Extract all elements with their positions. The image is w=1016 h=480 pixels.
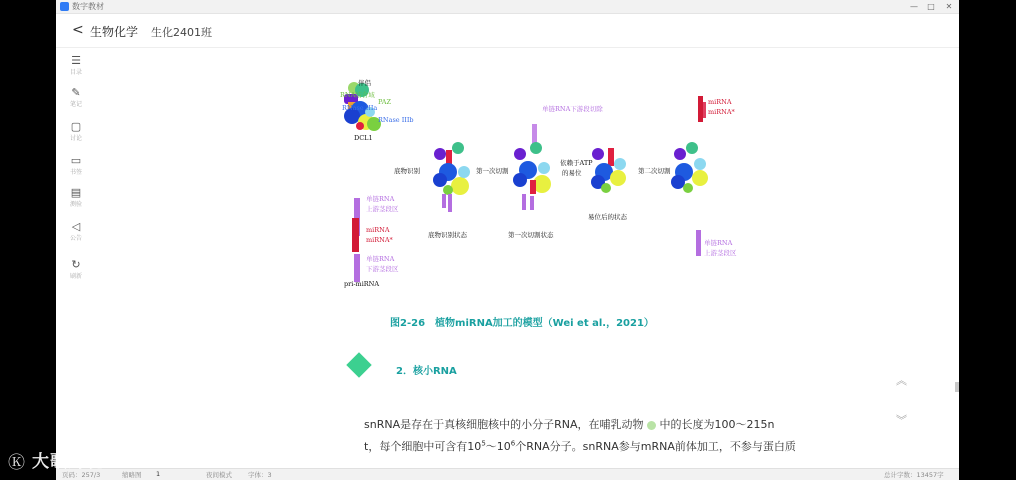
label-rnase-iiib: RNase IIIb [378, 116, 414, 124]
top-nav [56, 14, 959, 48]
label-state-after-translocation: 易位后的状态 [588, 213, 627, 221]
paragraph-line-2 [364, 438, 796, 454]
complex-second-cut [671, 142, 708, 193]
complex-translocated [591, 148, 626, 193]
label-atp-dependent: 依赖于ATP [560, 159, 593, 167]
subject-title: 生物化学 [90, 25, 139, 39]
paragraph-text: 中的长度为100～215n [659, 418, 775, 431]
back-button[interactable]: < [72, 22, 84, 38]
label-substrate-recognition: 底物识别 [394, 167, 420, 175]
complex-recognized [433, 142, 470, 212]
class-name[interactable]: 生化2401班 [151, 26, 212, 39]
sidebar-label: 书签 [69, 169, 82, 176]
superscript: 6 [510, 439, 516, 448]
mirna-duplex-top [698, 96, 706, 122]
paragraph-text: ～10 [485, 440, 511, 453]
label-state-recognized: 底物识别状态 [428, 231, 467, 239]
sidebar-item-refresh[interactable] [60, 258, 92, 280]
label-lower-ss: 单链RNA [366, 255, 395, 263]
label-right-single: 单链RNA [704, 239, 733, 247]
label-pri-mirna-star: miRNA* [366, 236, 393, 244]
label-upper-ss2: 上游茎段区 [366, 205, 399, 213]
refresh-icon: ↻ [71, 258, 81, 271]
label-right-single2: 上游茎段区 [704, 249, 737, 257]
sidebar-item-bookmarks[interactable] [60, 154, 92, 176]
app-window [56, 0, 959, 480]
sidebar [56, 48, 96, 468]
figure-illustration [336, 68, 806, 298]
scroll-up-button[interactable]: ︽ [896, 374, 907, 387]
title-bar [56, 0, 959, 14]
pencil-icon: ✎ [71, 86, 81, 99]
paragraph-text: 个RNA分子。snRNA参与mRNA前体加工，不参与蛋白质 [515, 440, 796, 453]
watermark-text: 大歌跨境 [32, 452, 104, 472]
megaphone-icon: ◁ [71, 220, 81, 233]
label-upper-ss: 单链RNA [366, 195, 395, 203]
word-count: 总计字数：13457字 [884, 471, 944, 479]
label-single-strand-top: 单链RNA下游段切除 [542, 105, 603, 113]
complex-cut [513, 124, 551, 210]
chat-icon: ▢ [70, 120, 82, 133]
maximize-button[interactable]: □ [927, 2, 935, 11]
label-pri-mirna: miRNA [366, 226, 390, 234]
label-partner: 伴侣 [358, 79, 371, 87]
label-paz: PAZ [378, 98, 391, 106]
pri-mirna [352, 198, 360, 282]
label-second-cut: 第二次切割 [638, 167, 671, 175]
page-indicator: 页码：257/3 [62, 471, 101, 479]
label-state-cut: 第一次切割状态 [508, 231, 554, 239]
label-translocation: 的易位 [562, 169, 582, 177]
sidebar-label: 讨论 [69, 135, 82, 142]
label-pri: pri-miRNA [344, 280, 380, 288]
sidebar-label: 目录 [69, 69, 82, 76]
watermark-logo-icon: Ⓚ [8, 453, 25, 473]
zoom-value[interactable]: 1 [156, 470, 161, 478]
paragraph-text: t，每个细胞中可含有10 [364, 440, 482, 453]
sidebar-item-notes[interactable] [60, 86, 92, 108]
label-rnase-iiia: RNase IIIa [342, 104, 378, 112]
right-single-strand [696, 230, 701, 256]
book-icon: ▭ [70, 154, 82, 167]
label-dcl1: DCL1 [354, 134, 373, 142]
mirna-processing-figure [336, 68, 806, 298]
label-mirna-top: miRNA [708, 98, 732, 106]
sidebar-label: 公告 [69, 235, 82, 242]
sidebar-label: 笔记 [69, 101, 82, 108]
sidebar-item-announcements[interactable] [60, 220, 92, 242]
label-lower-ss2: 下游茎段区 [366, 265, 399, 273]
scrollbar-thumb[interactable] [955, 382, 959, 392]
paragraph-line-1 [364, 416, 774, 432]
sidebar-item-toc[interactable] [60, 54, 92, 76]
sidebar-label: 测验 [69, 201, 82, 208]
superscript: 5 [481, 439, 486, 448]
app-title: 数字教材 [72, 2, 104, 11]
reader-content[interactable] [96, 48, 936, 468]
sidebar-label: 刷新 [69, 273, 82, 280]
annotation-dot-icon[interactable] [647, 421, 656, 430]
list-icon: ☰ [71, 54, 81, 67]
close-button[interactable]: ✕ [945, 2, 953, 11]
section-title: 2．核小RNA [396, 366, 457, 377]
figure-caption: 图2-26 植物miRNA加工的模型（Wei et al.，2021） [390, 318, 654, 329]
document-icon: ▤ [70, 186, 82, 199]
app-icon [60, 2, 69, 11]
font-size-setting[interactable]: 字体：3 [248, 471, 272, 479]
scroll-down-button[interactable]: ︾ [896, 414, 907, 427]
minimize-button[interactable]: — [910, 2, 918, 11]
label-first-cut: 第一次切割 [476, 167, 509, 175]
night-mode-toggle[interactable]: 夜间模式 [206, 471, 232, 479]
sidebar-item-discussion[interactable] [60, 120, 92, 142]
thumbnail-label[interactable]: 缩略图 [122, 471, 142, 479]
status-bar [56, 468, 959, 480]
paragraph-text: snRNA是存在于真核细胞核中的小分子RNA，在哺乳动物 [364, 418, 644, 431]
section-diamond-icon [346, 352, 371, 377]
sidebar-item-quiz[interactable] [60, 186, 92, 208]
label-mirna-star-top: miRNA* [708, 108, 735, 116]
label-rna-binding: RNA结合域 [340, 91, 375, 99]
